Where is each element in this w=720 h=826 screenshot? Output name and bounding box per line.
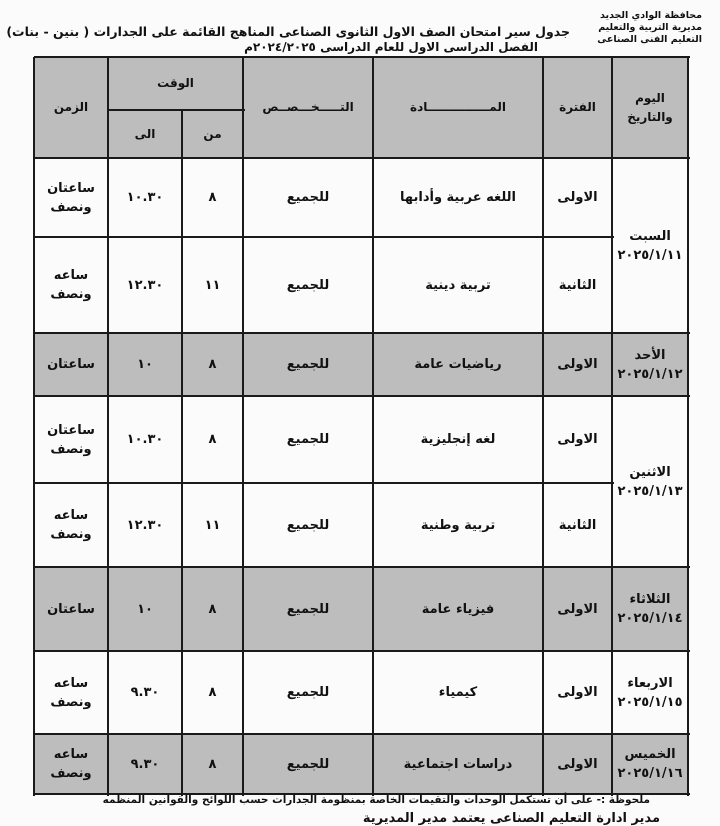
row-subject-cell: تربية دينية: [425, 277, 491, 293]
row-specialization-cell: للجميع: [286, 357, 330, 372]
row-subject-cell: اللغه عربية وأدابها: [400, 190, 516, 205]
row-period-cell: الاولى: [557, 601, 598, 617]
exam-date: ٢٠٢٥/١/١٤: [617, 611, 683, 626]
row-duration-cell: ساعتان: [47, 601, 95, 617]
row-period-cell: الاولى: [557, 357, 598, 372]
row-duration-cell: ساعه ونصف: [50, 747, 92, 781]
directorate-label: مديرية التربية والتعليم: [598, 22, 702, 33]
row-to-cell: ١٠: [137, 357, 153, 372]
row-period-cell: الاولى: [557, 685, 598, 700]
row-specialization-cell: للجميع: [286, 685, 330, 700]
row-duration-cell: ساعتان ونصف: [47, 180, 95, 215]
row-subject-cell: لغه إنجليزية: [420, 432, 496, 447]
horizontal-rule: [34, 56, 690, 58]
row-to-cell: ١٠.٣٠: [126, 432, 164, 447]
vertical-rule: [372, 57, 374, 796]
day-name: الأحد: [634, 347, 666, 363]
horizontal-rule: [34, 650, 690, 652]
day-name: السبت: [629, 228, 671, 244]
row-subject-cell: تربية وطنية: [420, 517, 496, 533]
day-date-cell: [612, 333, 688, 396]
day-date-cell: [612, 567, 688, 651]
day-date-cell: [612, 734, 688, 794]
day-name: الاربعاء: [627, 675, 673, 691]
row-period-cell: الثانية: [558, 277, 597, 293]
exam-date: ٢٠٢٥/١/١٥: [617, 694, 683, 710]
vertical-rule: [242, 57, 244, 796]
horizontal-rule: [108, 109, 245, 111]
vertical-rule: [687, 57, 689, 796]
row-to-cell: ٩.٣٠: [130, 756, 160, 772]
row-subject-cell: دراسات اجتماعية: [403, 756, 513, 772]
row-specialization-cell: للجميع: [286, 756, 330, 772]
row-duration-cell: ساعه ونصف: [50, 268, 92, 302]
row-to-cell: ١٢.٣٠: [126, 517, 164, 533]
row-from-cell: ٨: [208, 432, 217, 447]
row-specialization-cell: للجميع: [286, 601, 330, 617]
row-from-cell: ١١: [204, 277, 221, 293]
header-period: الفترة: [559, 100, 596, 114]
row-specialization-cell: للجميع: [286, 277, 330, 293]
footnote: ملحوظة :- على أن تستكمل الوحدات والتقيمات الخاصة بمنظومة الجدارات حسب اللوائح والقوانين المنظمه: [102, 794, 650, 806]
row-from-cell: ١١: [204, 517, 221, 533]
row-from-cell: ٨: [208, 756, 217, 772]
horizontal-rule: [34, 482, 614, 484]
vertical-rule: [542, 57, 544, 796]
signature-line: مدير ادارة التعليم الصناعى يعتمد مدير المديرية: [362, 811, 660, 826]
row-from-cell: ٨: [208, 685, 217, 700]
exam-date: ٢٠٢٥/١/١٢: [617, 366, 683, 382]
row-specialization-cell: للجميع: [286, 432, 330, 447]
governorate-label: محافظة الوادي الجديد: [600, 10, 702, 21]
row-to-cell: ١٠: [137, 601, 153, 617]
row-from-cell: ٨: [208, 601, 217, 617]
horizontal-rule: [34, 566, 690, 568]
header-day-date: اليوم والتاريخ: [627, 90, 673, 124]
header-time: الوقت: [157, 76, 194, 90]
row-period-cell: الاولى: [557, 190, 598, 205]
exam-date: ٢٠٢٥/١/١١: [617, 247, 683, 263]
document-subtitle: الفصل الدراسى الاول للعام الدراسى ٢٠٢٤/٢٠٢٥م: [244, 40, 538, 54]
issuing-authority: [597, 10, 702, 46]
row-duration-cell: ساعتان ونصف: [47, 422, 95, 457]
row-duration-cell: ساعه ونصف: [50, 508, 92, 542]
header-duration: الزمن: [53, 100, 89, 114]
exam-date: ٢٠٢٥/١/١٣: [617, 483, 683, 499]
header-specialization: التـــــخـــصــص: [262, 100, 354, 114]
vertical-rule: [107, 57, 109, 796]
header-to: الى: [134, 126, 156, 141]
vertical-rule: [181, 110, 183, 796]
row-period-cell: الثانية: [558, 517, 597, 533]
day-date-cell: [612, 396, 688, 567]
row-duration-cell: ساعتان: [47, 357, 95, 372]
row-from-cell: ٨: [208, 357, 217, 372]
horizontal-rule: [34, 332, 690, 334]
row-from-cell: ٨: [208, 190, 217, 205]
department-label: التعليم الفنى الصناعى: [597, 34, 702, 45]
day-date-cell: [612, 158, 688, 333]
row-to-cell: ١٢.٣٠: [126, 277, 164, 293]
row-subject-cell: رياضيات عامة: [414, 357, 502, 372]
day-date-cell: [612, 651, 688, 734]
horizontal-rule: [34, 395, 690, 397]
document-title: جدول سير امتحان الصف الاول الثانوى الصناعى المناهج القائمة على الجدارات ( بنين - بنات): [6, 24, 570, 39]
vertical-rule: [611, 57, 613, 796]
row-to-cell: ١٠.٣٠: [126, 190, 164, 205]
header-from: من: [203, 126, 222, 141]
row-period-cell: الاولى: [557, 432, 598, 447]
vertical-rule: [33, 57, 35, 796]
row-subject-cell: فيزياء عامة: [421, 601, 495, 617]
row-subject-cell: كيمياء: [438, 685, 478, 700]
row-to-cell: ٩.٣٠: [130, 685, 160, 700]
day-name: الخميس: [624, 747, 676, 762]
row-duration-cell: ساعه ونصف: [50, 675, 92, 710]
horizontal-rule: [34, 236, 614, 238]
day-name: الثلاثاء: [629, 592, 671, 607]
horizontal-rule: [34, 733, 690, 735]
row-specialization-cell: للجميع: [286, 190, 330, 205]
row-period-cell: الاولى: [557, 756, 598, 772]
exam-date: ٢٠٢٥/١/١٦: [617, 766, 683, 781]
header-subject: المـــــــــــــــادة: [410, 100, 506, 114]
row-specialization-cell: للجميع: [286, 517, 330, 533]
horizontal-rule: [34, 157, 690, 159]
day-name: الاثنين: [629, 464, 671, 480]
